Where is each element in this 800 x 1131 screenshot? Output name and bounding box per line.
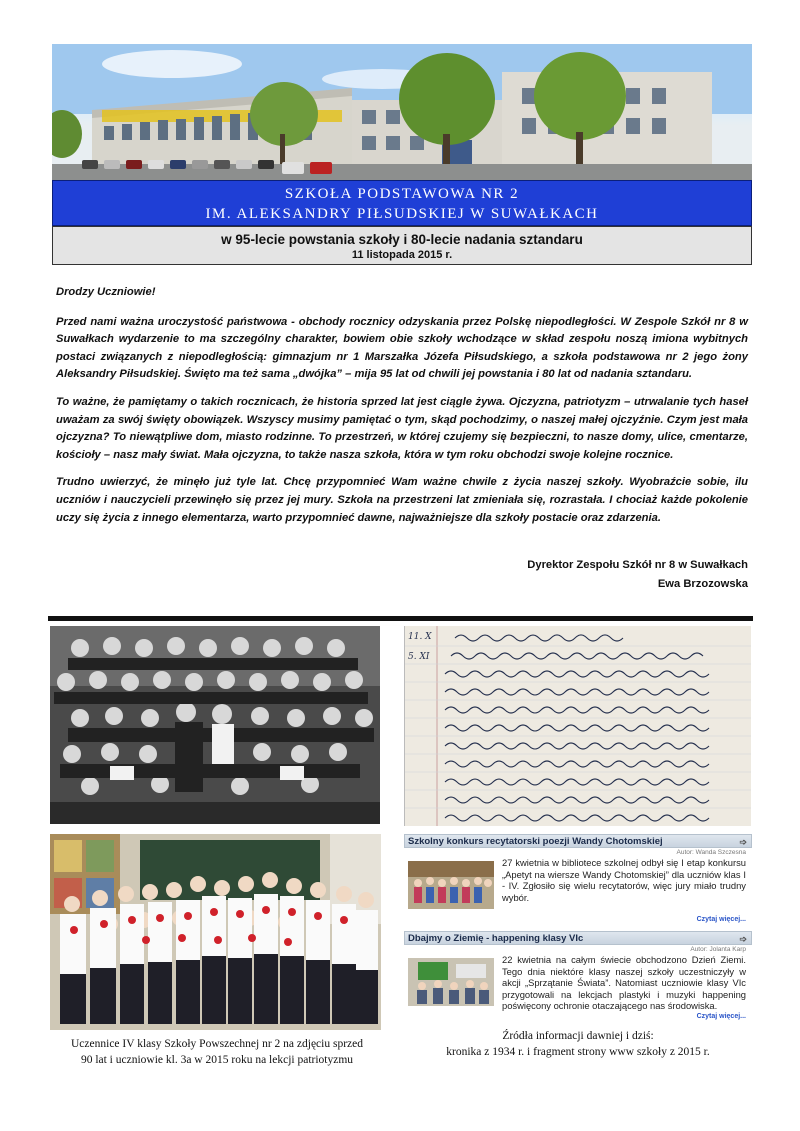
news-summary: 22 kwietnia na całym świecie obchodzono Dzień Ziemi. Tego dnia niektóre klasy naszej szkoły uczestniczyły w akcji „Sprzątanie Świata”. Natomiast uczniowie klasy VIc przygotowali na lekcjach plastyki i muzyki happening poświęcony ochronie otaczającego nas środowiska. <box>502 954 746 1012</box>
news-author: Autor: Wanda Szczesna <box>676 849 746 856</box>
arrow-right-icon[interactable]: ➩ <box>739 837 747 847</box>
news-item-recitation-contest <box>404 834 752 925</box>
historic-class-photo <box>50 626 380 824</box>
chronicle-date-1: 11. X <box>408 632 432 642</box>
news-title-bar[interactable] <box>404 834 752 848</box>
read-more-link[interactable]: Czytaj więcej... <box>696 1013 746 1020</box>
director-letter <box>56 284 748 537</box>
sources-caption <box>404 1028 752 1060</box>
photos-caption-line1: Uczennice IV klasy Szkoły Powszechnej nr 2 na zdjęciu sprzed <box>71 1038 363 1050</box>
letter-greeting: Drodzy Uczniowie! <box>56 286 156 298</box>
anniversary-subtitle: w 95-lecie powstania szkoły i 80-lecie nadania sztandaru <box>221 232 583 247</box>
anniversary-band <box>52 226 752 265</box>
arrow-right-icon[interactable]: ➩ <box>739 934 747 944</box>
photos-caption-line2: 90 lat i uczniowie kl. 3a w 2015 roku na lekcji patriotyzmu <box>80 1054 354 1066</box>
letter-paragraph-2: To ważne, że pamiętamy o takich rocznicach, że historia sprzed lat jest ciągle żywa. Ojczyzna, patriotyzm – utrwalanie tych haseł uważam za swój święty obowiązek. Wszyscy musimy pamiętać o tym, skąd pochodzimy, o naszej małej ojczyźnie. Czym jest mała ojczyzna? To niewątpliwe dom, miasto rodzinne. To przestrzeń, w której czujemy się bezpieczni, to nasze domy, ulice, cmentarze, kościoły – nasz mały świat. Mała ojczyzna, to także nasza szkoła, która w tym roku obchodzi swoje kolejne rocznice. <box>56 395 748 461</box>
signature-role: Dyrektor Zespołu Szkół nr 8 w Suwałkach <box>527 559 748 571</box>
news-title-bar[interactable] <box>404 931 752 945</box>
news-item-earth-day <box>404 931 752 1022</box>
modern-class-photo <box>50 834 381 1030</box>
school-chronicle-page <box>404 626 751 826</box>
news-summary: 27 kwietnia w bibliotece szkolnej odbył się I etap konkursu „Apetyt na wiersze Wandy Chotomskiej” dla uczniów klas I - IV. Zgłosiło się wielu recytatorów, więc jury miało trudny wybór. <box>502 857 746 903</box>
letter-paragraph-3: Trudno uwierzyć, że minęło już tyle lat. Chcę przypomnieć Wam ważne chwile z życia naszej szkoły. Wyobraźcie sobie, ilu uczniów i nauczycieli przewinęło się przez jej mury. Szkoła na przestrzeni lat zmieniała się, rozrastała. I chociaż każde pokolenie uczy się życia z innego elementarza, warto przypomnieć dawne, najważniejsze dla szkoły postacie oraz zdarzenia. <box>56 476 748 524</box>
news-thumbnail[interactable] <box>408 861 494 909</box>
chronicle-date-2: 5. XI <box>408 652 430 662</box>
read-more-link[interactable]: Czytaj więcej... <box>696 916 746 923</box>
signature-name: Ewa Brzozowska <box>657 578 748 590</box>
school-title-line1: SZKOŁA PODSTAWOWA NR 2 <box>284 186 520 202</box>
anniversary-date: 11 listopada 2015 r. <box>351 249 453 261</box>
sources-caption-line2: kronika z 1934 r. i fragment strony www szkoły z 2015 r. <box>446 1046 710 1058</box>
sources-caption-line1: Źródła informacji dawniej i dziś: <box>502 1030 654 1042</box>
news-title[interactable]: Szkolny konkurs recytatorski poezji Wandy Chotomskiej <box>408 836 663 847</box>
school-title-band <box>52 180 752 226</box>
news-author: Autor: Jolanta Karp <box>690 946 746 953</box>
news-thumbnail[interactable] <box>408 958 494 1006</box>
photos-caption <box>52 1036 382 1068</box>
news-title[interactable]: Dbajmy o Ziemię - happening klasy VIc <box>408 933 584 944</box>
school-building-photo <box>52 44 752 180</box>
section-divider <box>48 616 753 621</box>
letter-signature <box>527 556 748 594</box>
letter-paragraph-1: Przed nami ważna uroczystość państwowa - obchody rocznicy odzyskania przez Polskę niepodległości. W Zespole Szkół nr 8 w Suwałkach wydarzenie to ma szczególny charakter, bowiem obie szkoły wchodzące w skład zespołu noszą imiona wybitnych postaci związanych z niepodległością: gimnazjum nr 1 Marszałka Józefa Piłsudskiego, a szkoła podstawowa nr 2 jego żony Aleksandry Piłsudskiej. Święto ma też sama „dwójka” – mija 95 lat od chwili jej powstania i 80 lat od nadania sztandaru. <box>56 315 748 381</box>
school-title-line2: IM. ALEKSANDRY PIŁSUDSKIEJ W SUWAŁKACH <box>205 206 599 222</box>
